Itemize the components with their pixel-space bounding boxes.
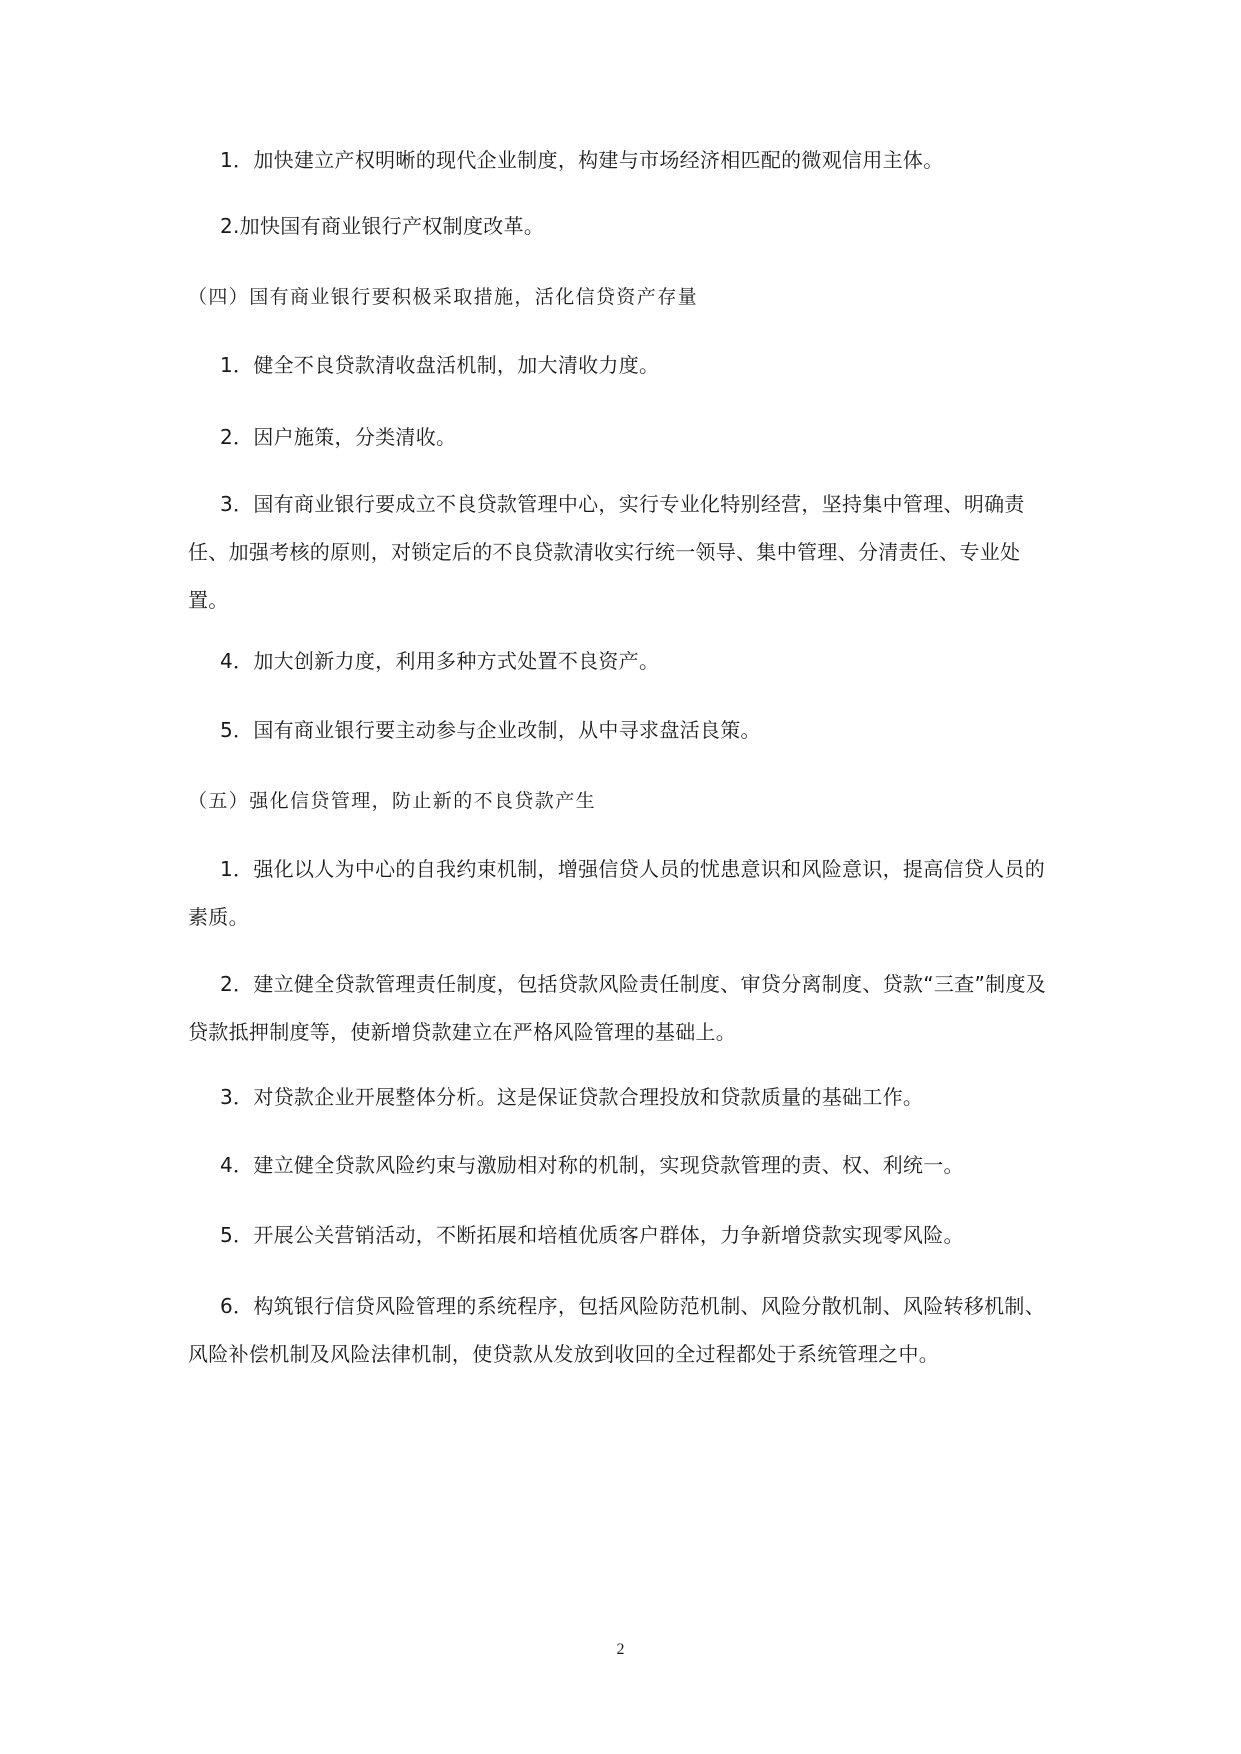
item-6-risk-system: 6．构筑银行信贷风险管理的系统程序，包括风险防范机制、风险分散机制、风险转移机制、风险补偿机制及风险法律机制，使贷款从发放到收回的全过程都处于系统管理之中。: [188, 1294, 1046, 1366]
item-5-restructuring: 5．国有商业银行要主动参与企业改制，从中寻求盘活良策。: [220, 718, 761, 742]
item-1-enterprise-system: 1．加快建立产权明晰的现代企业制度，构建与市场经济相匹配的微观信用主体。: [220, 148, 944, 172]
item-2-classified-recovery: 2．因户施策，分类清收。: [220, 425, 457, 449]
item-4-incentive-mechanism: 4．建立健全贷款风险约束与激励相对称的机制，实现贷款管理的责、权、利统一。: [220, 1153, 964, 1177]
item-5-marketing: 5．开展公关营销活动，不断拓展和培植优质客户群体，力争新增贷款实现零风险。: [220, 1223, 964, 1247]
section-heading-4: （四）国有商业银行要积极采取措施，活化信贷资产存量: [188, 286, 699, 308]
item-2-bank-reform: 2.加快国有商业银行产权制度改革。: [220, 214, 545, 238]
item-2-responsibility-system: 2．建立健全贷款管理责任制度，包括贷款风险责任制度、审贷分离制度、贷款“三查”制度及贷款抵押制度等，使新增贷款建立在严格风险管理的基础上。: [188, 972, 1047, 1044]
section-heading-5: （五）强化信贷管理，防止新的不良贷款产生: [188, 790, 597, 812]
item-1-self-discipline: 1．强化以人为中心的自我约束机制，增强信贷人员的忧患意识和风险意识，提高信贷人员的素质。: [188, 857, 1046, 929]
page-number: 2: [616, 1641, 625, 1658]
item-1-recovery-mechanism: 1．健全不良贷款清收盘活机制，加大清收力度。: [220, 353, 660, 377]
item-3-npl-center: 3．国有商业银行要成立不良贷款管理中心，实行专业化特别经营，坚持集中管理、明确责任、加强考核的原则，对锁定后的不良贷款清收实行统一领导、集中管理、分清责任、专业处置。: [188, 492, 1025, 612]
item-4-innovation: 4．加大创新力度，利用多种方式处置不良资产。: [220, 649, 660, 673]
item-3-enterprise-analysis: 3．对贷款企业开展整体分析。这是保证贷款合理投放和贷款质量的基础工作。: [220, 1085, 924, 1109]
